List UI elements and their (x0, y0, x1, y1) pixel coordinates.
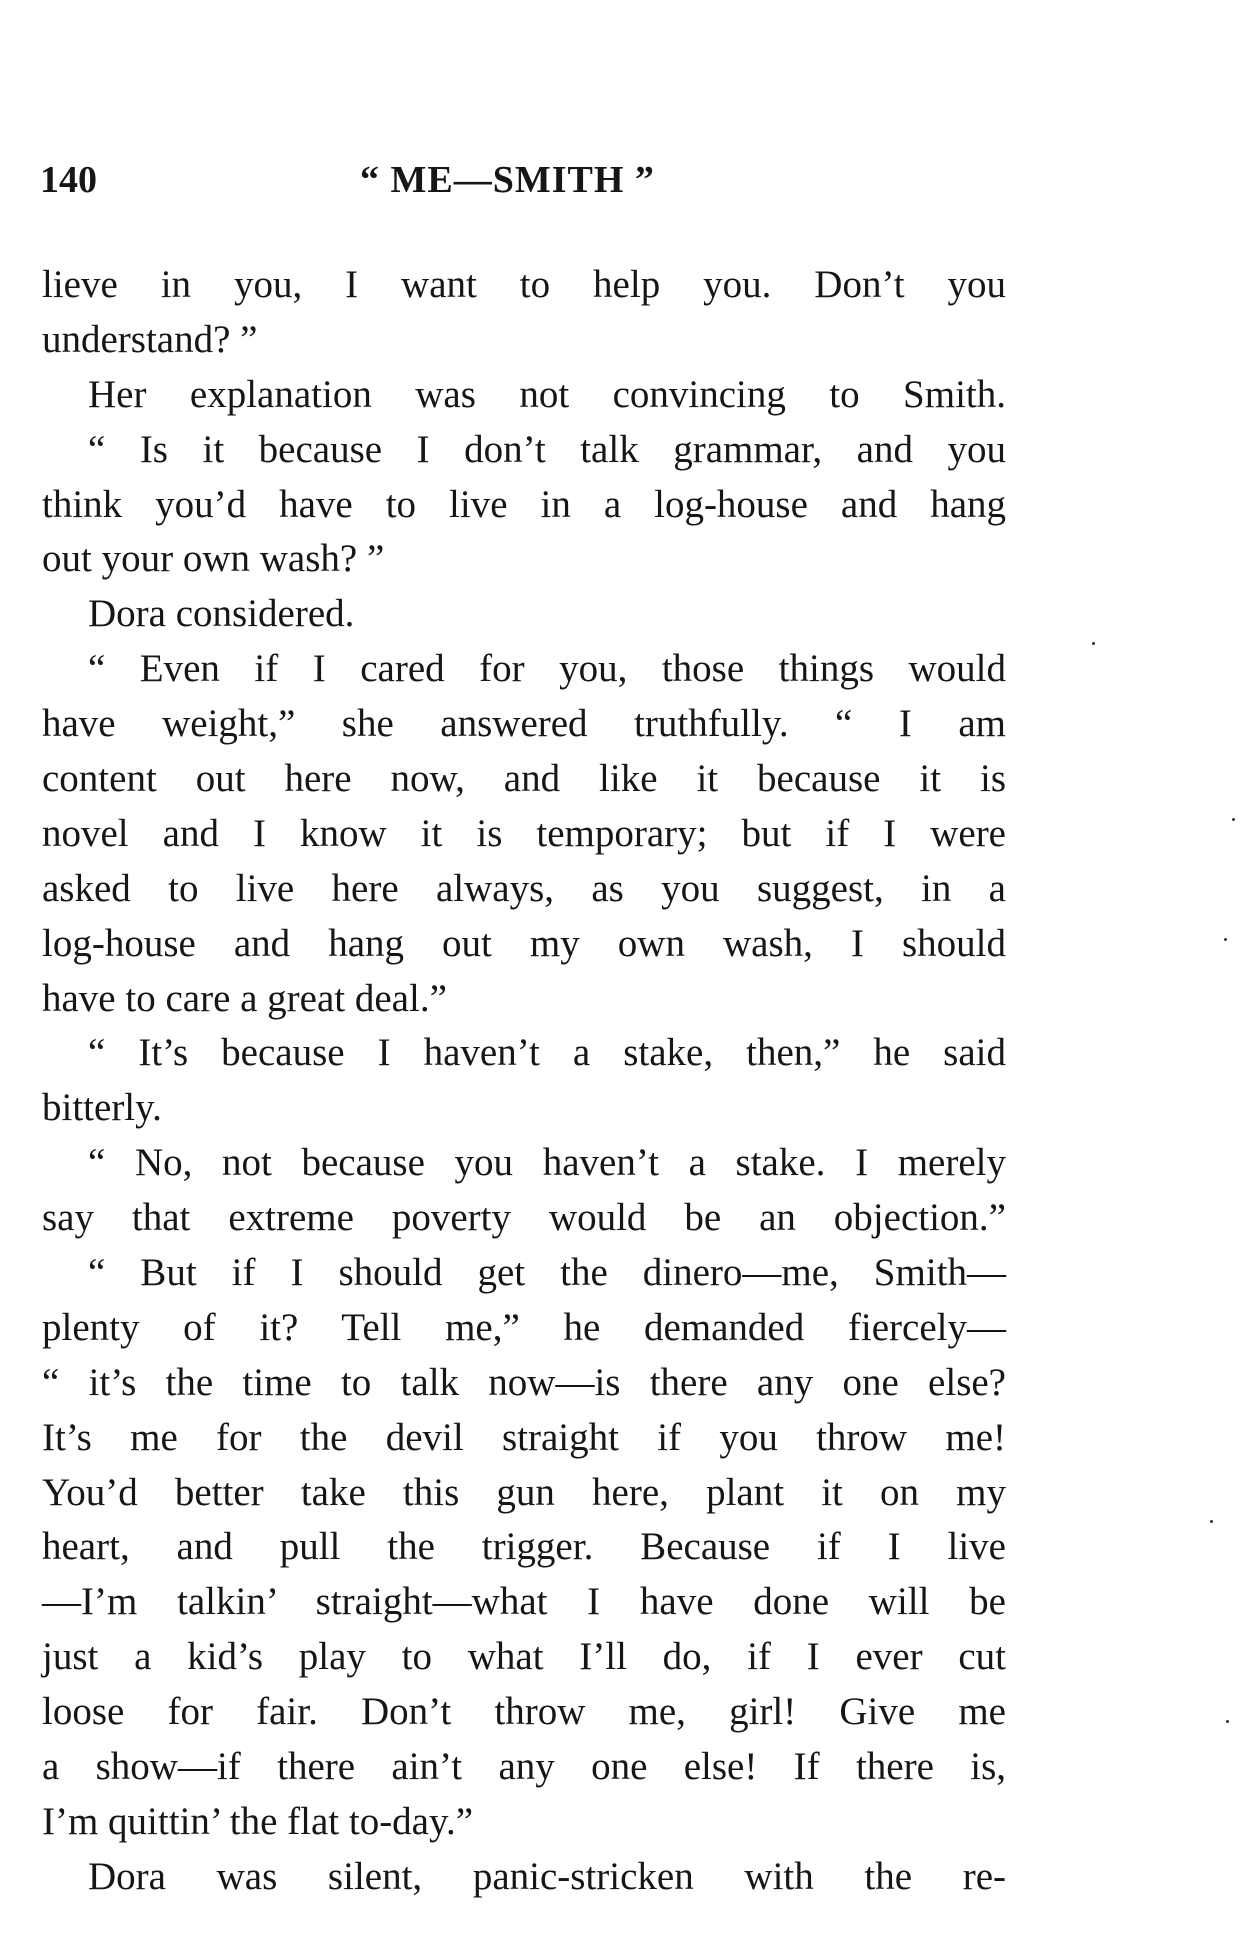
scan-speck (1232, 818, 1235, 821)
scan-speck (1210, 1520, 1213, 1523)
text-line: a show—if there ain’t any one else! If there is, (42, 1745, 1006, 1789)
text-line: heart, and pull the trigger. Because if I live (42, 1525, 1006, 1569)
text-line: Her explanation was not convincing to Smith. (88, 372, 1006, 416)
text-line: bitterly. (42, 1086, 162, 1130)
text-line: say that extreme poverty would be an objection.” (42, 1196, 1006, 1240)
text-line: “ Is it because I don’t talk grammar, and you (88, 427, 1006, 471)
text-line: “ But if I should get the dinero—me, Smith— (88, 1251, 1006, 1295)
text-line: You’d better take this gun here, plant it on my (42, 1470, 1006, 1514)
body-text (42, 258, 1006, 1905)
text-line: lieve in you, I want to help you. Don’t you (42, 263, 1006, 306)
text-line: “ it’s the time to talk now—is there any one else? (42, 1360, 1006, 1404)
text-line: “ No, not because you haven’t a stake. I merely (88, 1141, 1006, 1185)
text-line: plenty of it? Tell me,” he demanded fiercely— (42, 1305, 1006, 1349)
scan-speck (1224, 938, 1227, 941)
text-line: think you’d have to live in a log-house and hang (42, 482, 1006, 526)
scan-speck (1092, 642, 1095, 645)
running-head: “ ME—SMITH ” (360, 159, 655, 201)
text-line: asked to live here always, as you suggest, in a (42, 866, 1006, 910)
text-line: out your own wash? ” (42, 537, 385, 581)
text-line: “ It’s because I haven’t a stake, then,” he said (88, 1031, 1006, 1075)
text-line: loose for fair. Don’t throw me, girl! Give me (42, 1690, 1006, 1734)
text-line: I’m quittin’ the flat to-day.” (42, 1799, 474, 1843)
text-line: Dora was silent, panic-stricken with the re- (88, 1854, 1006, 1898)
text-line: Dora considered. (88, 592, 355, 636)
text-line: It’s me for the devil straight if you throw me! (42, 1415, 1006, 1459)
scan-speck (1226, 1720, 1229, 1723)
text-line: content out here now, and like it because it is (42, 757, 1006, 801)
text-line: log-house and hang out my own wash, I should (42, 921, 1006, 965)
page-header (40, 158, 1020, 208)
page-number: 140 (40, 159, 97, 201)
text-line: —I’m talkin’ straight—what I have done will be (42, 1580, 1006, 1624)
text-line: understand? ” (42, 317, 258, 361)
text-line: just a kid’s play to what I’ll do, if I ever cut (42, 1635, 1006, 1679)
text-line: novel and I know it is temporary; but if I were (42, 811, 1006, 855)
text-line: “ Even if I cared for you, those things would (88, 647, 1006, 691)
text-line: have weight,” she answered truthfully. “ I am (42, 702, 1006, 746)
text-line: have to care a great deal.” (42, 976, 447, 1020)
